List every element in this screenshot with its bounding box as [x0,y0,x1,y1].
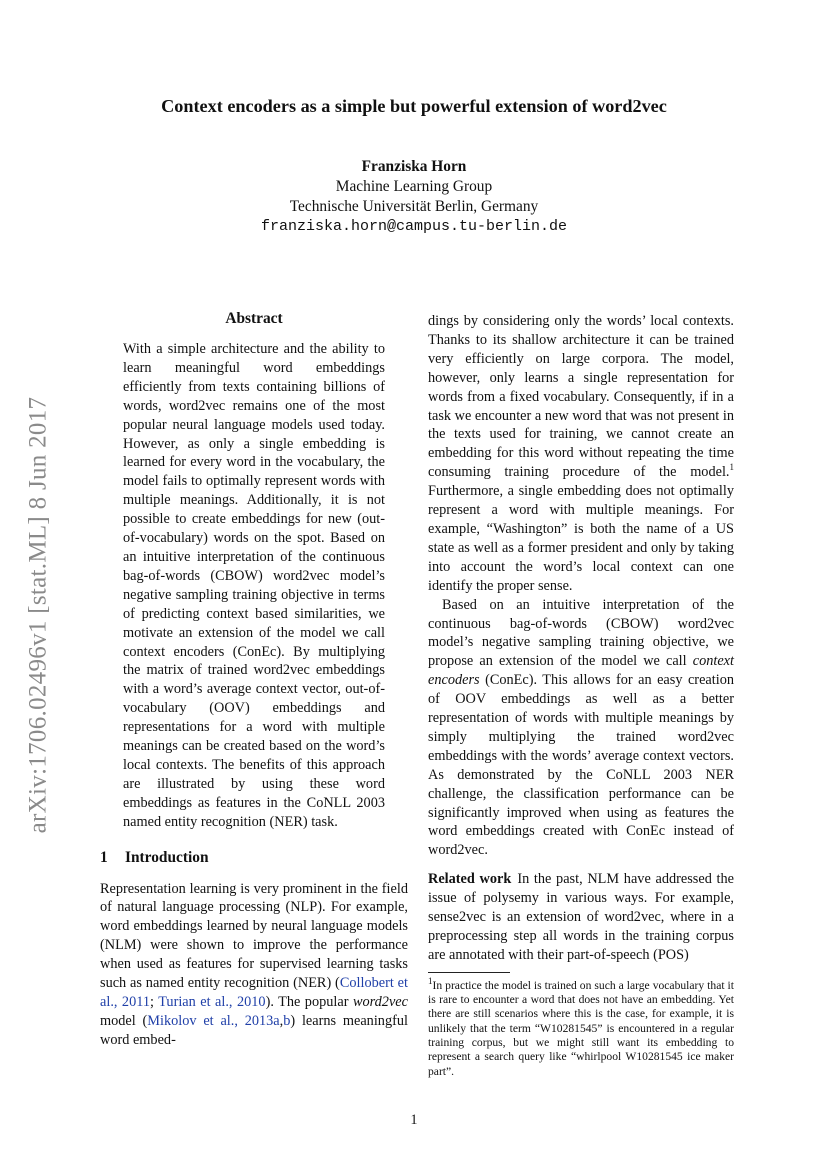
footnote-text: In practice the model is trained on such a large vocabulary that it is rare to encounter a word that does not have an embedding. Yet there are still scenarios where this is the case, for example, it is unlikely that the term “W10281545” is encountered in a regular training corpus, but we might still want its embedding to represent a search query like “whirlpool W10281545 ice maker part”. [428,978,734,1078]
footnote-divider [428,972,510,973]
citation-collobert[interactable]: Collobert et al., 2011 [100,975,408,1010]
context-encoders-term: context encoders [428,653,734,689]
right-p1-end: Furthermore, a single embedding does not optimally represent a word with multiple meanings. For example, “Washington” is both the name of a US state as well as a former president and only by taking into account the word’s local context can one identify the proper sense. [428,483,734,594]
intro-text-mid2: model ( [100,1012,148,1029]
section-title: Introduction [125,848,209,866]
related-work-paragraph [428,870,734,965]
footnote-marker[interactable]: 1 [729,462,734,473]
citation-mikolov-b[interactable]: b [283,1012,291,1029]
author-institution: Technische Universität Berlin, Germany [289,198,539,215]
abstract-heading: Abstract [225,310,283,327]
section-number: 1 [100,848,108,866]
author-email[interactable]: franziska.horn@campus.tu-berlin.de [260,218,568,235]
citation-comma: , [279,1012,284,1029]
introduction-paragraph [100,880,408,1050]
related-work-heading: Related work [428,871,512,888]
right-p2-end: (ConEc). This allows for an easy creation of OOV embeddings as well as a better representation of words with multiple meanings by simply multiplying the trained word2vec embeddings with the words’ average context vectors. As demonstrated by the CoNLL 2003 NER challenge, the classification performance can be significantly improved when using as features the word embeddings created with ConEc instead of word2vec. [428,672,734,859]
arxiv-stamp-text: arXiv:1706.02496v1 [stat.ML] 8 Jun 2017 [24,396,52,834]
citation-mikolov-a[interactable]: Mikolov et al., 2013a [147,1012,280,1029]
citation-separator: ; [150,994,159,1010]
left-column [100,310,408,1050]
right-p2-start: Based on an intuitive interpretation of the continuous bag-of-words (CBOW) word2vec model’s negative sampling training objective, we propose an extension of the model we call [428,596,734,670]
citation-turian[interactable]: Turian et al., 2010 [158,994,266,1010]
author-name: Franziska Horn [361,158,467,175]
abstract-text: With a simple architecture and the ability to learn meaningful word embeddings efficiently from texts containing billions of words, word2vec remains one of the most popular neural language models used today. However, as only a single embedding is learned for every word in the vocabulary, the model fails to optimally represent words with multiple meanings. Additionally, it is not possible to create embeddings for new (out-of-vocabulary) words on the spot. Based on an intuitive interpretation of the continuous bag-of-words (CBOW) word2vec model’s negative sampling training objective in terms of predicting context based similarities, we motivate an extension of the model we call context encoders (ConEc). By multiplying the matrix of trained word2vec embeddings with a word’s average context vector, out-of-vocabulary (OOV) embeddings and representations for a word with multiple meanings can be created based on the word’s local contexts. The benefits of this approach are illustrated by using these word embeddings as features in the CoNLL 2003 named entity recognition (NER) task. [123,341,385,830]
paper-title: Context encoders as a simple but powerful extension of word2vec [161,96,667,116]
related-work-text: In the past, NLM have addressed the issue of polysemy in various ways. For example, sense2vec is an extension of word2vec, where in a preprocessing step all words in the training corpus are annotated with their part-of-speech (POS) [428,871,734,963]
author-block [0,157,828,237]
page-number: 1 [410,1112,418,1128]
right-paragraph-1 [428,312,734,596]
author-group: Machine Learning Group [335,178,493,195]
right-p1-start: dings by considering only the words’ local contexts. Thanks to its shallow architecture it can be trained very efficiently on large corpora. The model, however, only learns a single representation for words from a fixed vocabulary. Consequently, if in a task we encounter a new word that was not present in the texts used for training, we cannot create an embedding for this word without repeating the time consuming training procedure of the model. [428,313,734,481]
right-column [428,312,734,1079]
intro-text-end: ) learns meaningful word embed- [100,1012,408,1048]
arxiv-identifier-stamp [18,370,58,860]
intro-text-mid: ). The popular [265,994,353,1010]
footnote-1 [428,975,734,1079]
right-paragraph-2 [428,596,734,861]
section-heading-introduction [100,849,408,867]
footnote-number: 1 [428,975,433,986]
intro-text-start: Representation learning is very prominent in the field of natural language processing (NLP). For example, word embeddings learned by neural language models (NLM) were shown to improve the performance when used as features for supervised learning tasks such as named entity recognition (NER) ( [100,880,408,992]
intro-word2vec-term: word2vec [352,994,408,1010]
